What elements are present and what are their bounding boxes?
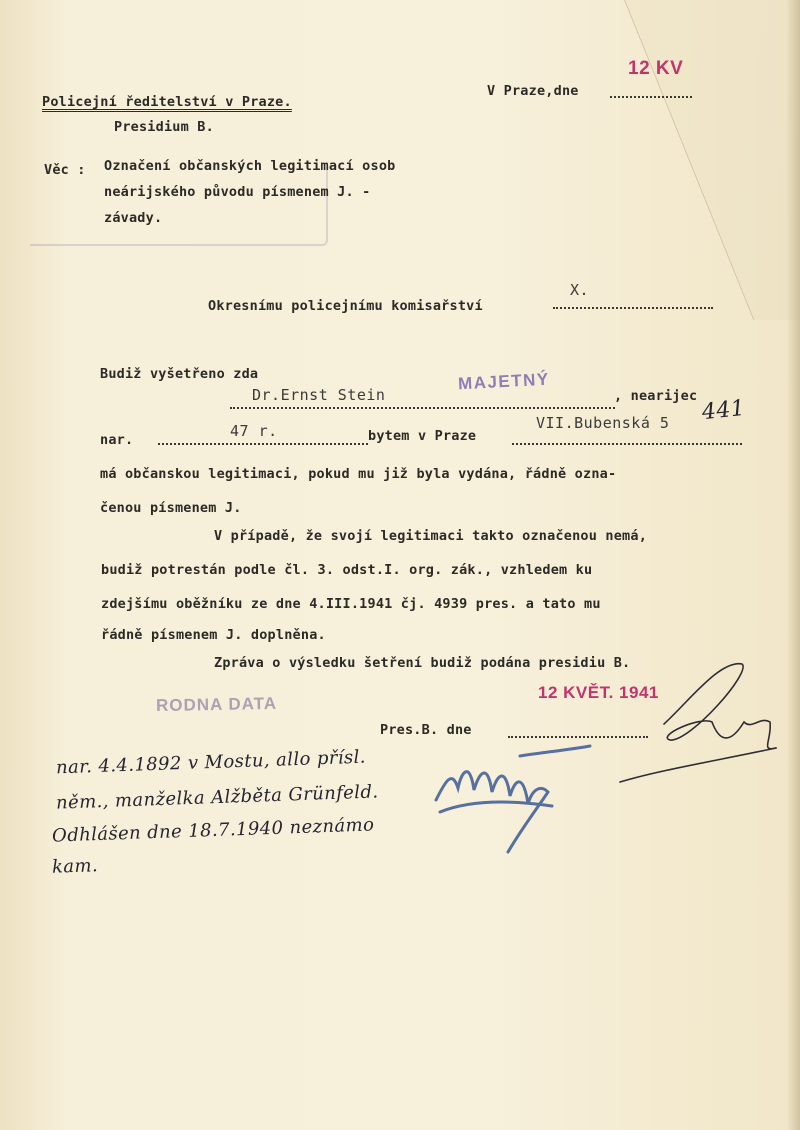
subject-line-2: neárijského původu písmenem J. - xyxy=(104,184,371,200)
date-stamp: 12 KVĚT. 1941 xyxy=(538,683,659,702)
office-heading: Policejní ředitelství v Praze. xyxy=(42,94,292,110)
paragraph2-line2: budiž potrestán podle čl. 3. odst.I. org. zák., vzhledem ku xyxy=(101,562,593,578)
department-heading: Presidium B. xyxy=(114,119,214,135)
paragraph2-line3: zdejšímu oběžníku ze dne 4.III.1941 čj. 4939 pres. a tato mu xyxy=(101,596,601,612)
received-stamp: 12 KV xyxy=(628,58,684,79)
paragraph1-line2: čenou písmenem J. xyxy=(100,500,242,516)
person-name: Dr.Ernst Stein xyxy=(252,386,386,404)
birth-label: nar. xyxy=(100,432,134,448)
rodna-data-stamp: RODNA DATA xyxy=(155,693,278,716)
handwritten-note-line3: Odhlášen dne 18.7.1940 neznámo xyxy=(51,814,375,847)
report-instruction: Zpráva o výsledku šetření budiž podána presidiu B. xyxy=(214,655,631,671)
subject-label: Věc : xyxy=(44,162,86,178)
handwritten-note-line2: něm., manželka Alžběta Grünfeld. xyxy=(55,781,379,814)
recipient-label: Okresnímu policejnímu komisařství xyxy=(208,298,483,314)
blue-pencil-signature xyxy=(436,746,590,852)
majetny-stamp: MAJETNÝ xyxy=(457,369,551,394)
house-number-handwritten: 441 xyxy=(700,395,747,426)
paragraph2-line4: řádně písmenem J. doplněna. xyxy=(101,627,326,643)
body-intro: Budiž vyšetřeno zda xyxy=(100,366,259,382)
district-value: X. xyxy=(570,281,590,299)
paragraph2-line1: V případě, že svojí legitimaci takto označenou nemá, xyxy=(214,528,648,544)
place-date-label: V Praze,dne xyxy=(487,83,579,99)
paragraph1-line1: má občanskou legitimaci, pokud mu již byla vydána, řádně ozna- xyxy=(100,466,617,482)
subject-line-1: Označení občanských legitimací osob xyxy=(104,158,396,174)
handwritten-note-line4: kam. xyxy=(51,855,99,878)
age-value: 47 r. xyxy=(230,422,278,440)
handwritten-note-line1: nar. 4.4.1892 v Mostu, allo přísl. xyxy=(55,746,367,779)
pres-date-label: Pres.B. dne xyxy=(380,722,472,738)
address-value: VII.Bubenská 5 xyxy=(536,414,670,432)
residence-label: bytem v Praze xyxy=(368,428,477,444)
official-signature xyxy=(620,664,776,782)
subject-line-3: závady. xyxy=(104,210,163,226)
nearijec-label: , nearijec xyxy=(614,388,698,404)
